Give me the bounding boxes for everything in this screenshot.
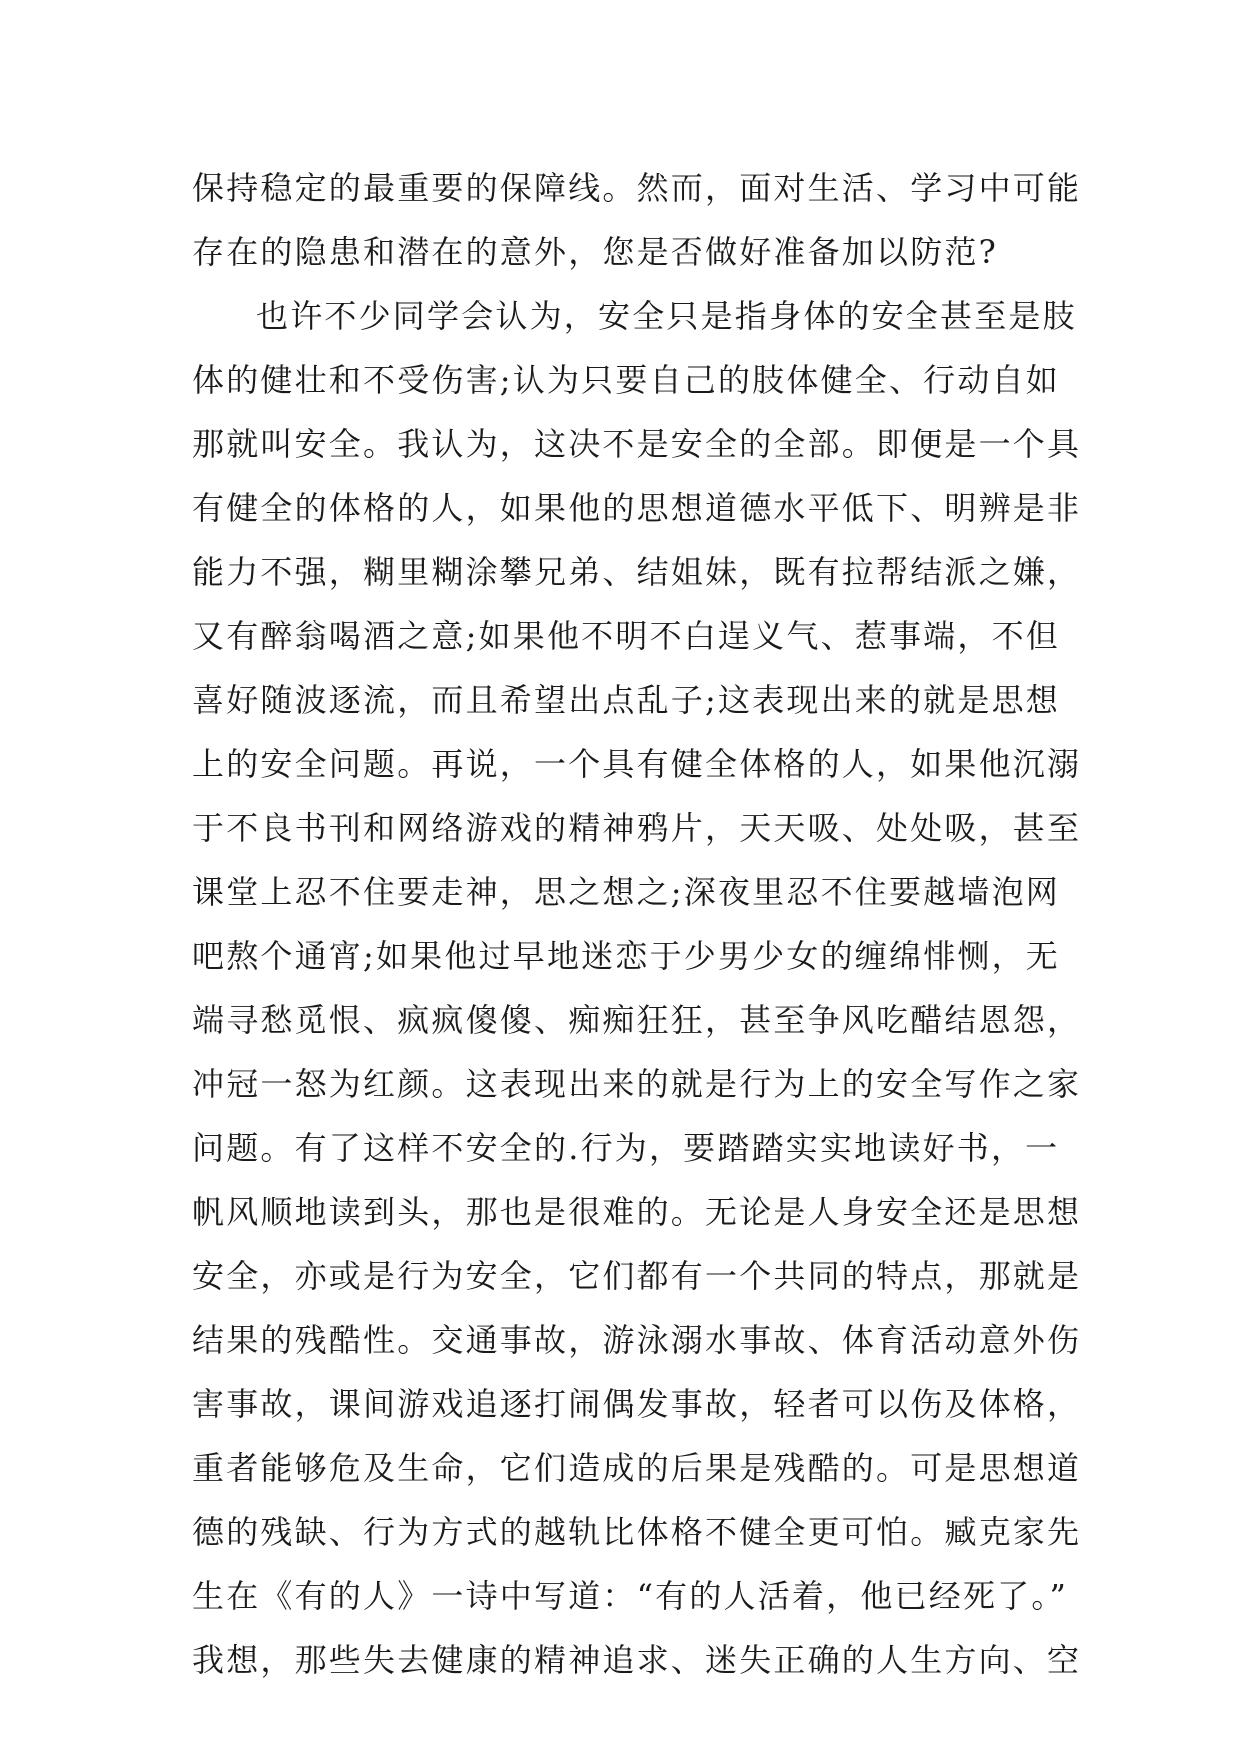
text-line: 重者能够危及生命，它们造成的后果是残酷的。可是思想道 — [192, 1449, 1082, 1487]
text-line: 体的健壮和不受伤害;认为只要自己的肢体健全、行动自如 — [192, 361, 1060, 399]
text-line: 保持稳定的最重要的保障线。然而，面对生活、学习中可能 — [192, 169, 1082, 207]
text-line: 我想，那些失去健康的精神追求、迷失正确的人生方向、空 — [192, 1641, 1082, 1679]
text-line: 吧熬个通宵;如果他过早地迷恋于少男少女的缠绵悱恻，无 — [192, 937, 1060, 975]
text-line: 端寻愁觅恨、疯疯傻傻、痴痴狂狂，甚至争风吃醋结恩怨， — [192, 1001, 1082, 1039]
text-line: 生在《有的人》一诗中写道：“有的人活着，他已经死了。” — [192, 1577, 1069, 1615]
text-line: 结果的残酷性。交通事故，游泳溺水事故、体育活动意外伤 — [192, 1321, 1082, 1359]
text-line: 又有醉翁喝酒之意;如果他不明不白逞义气、惹事端，不但 — [192, 617, 1060, 655]
text-line: 有健全的体格的人，如果他的思想道德水平低下、明辨是非 — [192, 489, 1082, 527]
text-line: 课堂上忍不住要走神，思之想之;深夜里忍不住要越墙泡网 — [192, 873, 1060, 911]
text-line: 安全，亦或是行为安全，它们都有一个共同的特点，那就是 — [192, 1257, 1082, 1295]
text-line: 能力不强，糊里糊涂攀兄弟、结姐妹，既有拉帮结派之嫌， — [192, 553, 1082, 591]
paragraph-start-line: 也许不少同学会认为，安全只是指身体的安全甚至是肢 — [256, 297, 1077, 335]
text-line: 喜好随波逐流，而且希望出点乱子;这表现出来的就是思想 — [192, 681, 1060, 719]
text-line: 上的安全问题。再说，一个具有健全体格的人，如果他沉溺 — [192, 745, 1082, 783]
text-line: 害事故，课间游戏追逐打闹偶发事故，轻者可以伤及体格， — [192, 1385, 1082, 1423]
text-line: 德的残缺、行为方式的越轨比体格不健全更可怕。臧克家先 — [192, 1513, 1082, 1551]
text-line: 存在的隐患和潜在的意外，您是否做好准备加以防范? — [192, 233, 998, 271]
body-text — [192, 156, 1082, 1692]
text-line: 帆风顺地读到头，那也是很难的。无论是人身安全还是思想 — [192, 1193, 1082, 1231]
text-line: 于不良书刊和网络游戏的精神鸦片，天天吸、处处吸，甚至 — [192, 809, 1082, 847]
text-line: 冲冠一怒为红颜。这表现出来的就是行为上的安全写作之家 — [192, 1065, 1082, 1103]
text-line: 问题。有了这样不安全的.行为，要踏踏实实地读好书，一 — [192, 1129, 1060, 1167]
text-line: 那就叫安全。我认为，这决不是安全的全部。即便是一个具 — [192, 425, 1082, 463]
